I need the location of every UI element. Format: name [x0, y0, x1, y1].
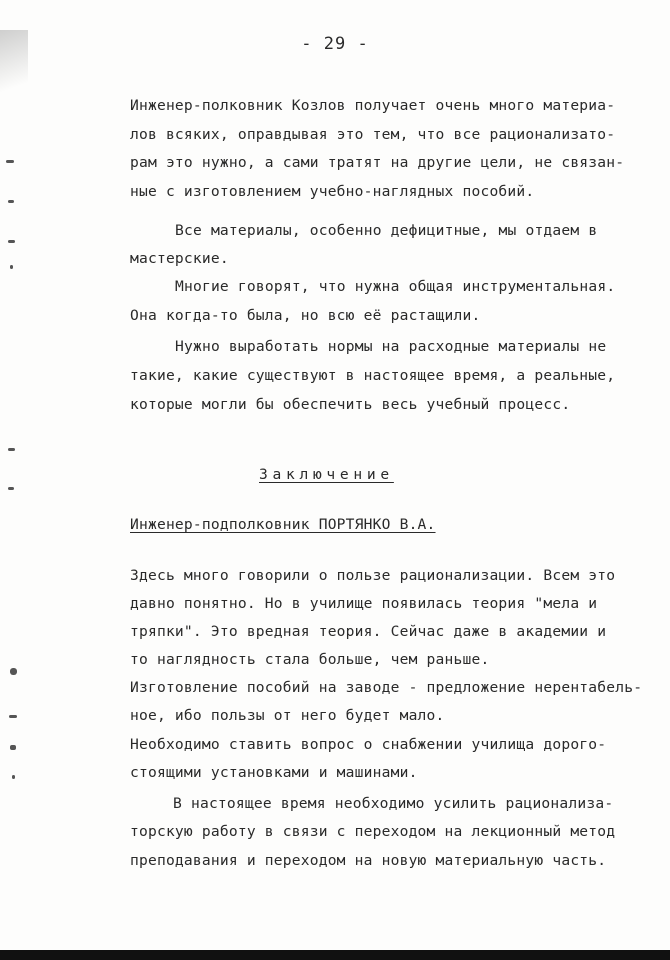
text-line: рам это нужно, а сами тратят на другие цели, не связан-: [130, 154, 625, 171]
binding-mark: [8, 487, 14, 490]
text-line: которые могли бы обеспечить весь учебный процесс.: [130, 396, 571, 413]
text-line: Все материалы, особенно дефицитные, мы отдаем в: [175, 222, 598, 239]
text-line: Изготовление пособий на заводе - предложение нерентабель-: [130, 679, 643, 696]
text-line: стоящими установками и машинами.: [130, 764, 418, 781]
text-line: В настоящее время необходимо усилить рационализа-: [173, 795, 614, 812]
binding-mark: [8, 240, 15, 243]
text-line: Инженер-полковник Козлов получает очень много материа-: [130, 97, 616, 114]
text-line: мастерские.: [130, 250, 229, 267]
text-line: лов всяких, оправдывая это тем, что все рационализато-: [130, 126, 616, 143]
page-number: - 29 -: [301, 34, 369, 54]
scan-edge-bar: [0, 950, 670, 960]
binding-mark: [10, 265, 13, 269]
binding-mark: [8, 200, 14, 203]
text-line: давно понятно. Но в училище появилась теория "мела и: [130, 595, 598, 612]
text-line: Она когда-то была, но всю её растащили.: [130, 307, 481, 324]
text-line: Необходимо ставить вопрос о снабжении училища дорого-: [130, 736, 607, 753]
binding-mark: [9, 715, 17, 718]
speaker-name: Инженер-подполковник ПОРТЯНКО В.А.: [130, 516, 436, 533]
binding-mark: [8, 448, 15, 451]
text-line: тряпки". Это вредная теория. Сейчас даже в академии и: [130, 623, 607, 640]
text-line: такие, какие существуют в настоящее время, а реальные,: [130, 367, 616, 384]
binding-mark: [10, 745, 16, 750]
text-line: то наглядность стала больше, чем раньше.: [130, 651, 490, 668]
section-heading: Заключение: [259, 466, 394, 483]
binding-mark: [12, 775, 15, 779]
binding-mark: [10, 668, 17, 675]
text-line: Нужно выработать нормы на расходные материалы не: [175, 338, 607, 355]
text-line: торскую работу в связи с переходом на лекционный метод: [130, 823, 616, 840]
text-line: ные с изготовлением учебно-наглядных пособий.: [130, 183, 535, 200]
binding-mark: [6, 160, 14, 163]
text-line: ное, ибо пользы от него будет мало.: [130, 707, 445, 724]
text-line: Здесь много говорили о пользе рационализации. Всем это: [130, 567, 616, 584]
text-line: Многие говорят, что нужна общая инструментальная.: [175, 278, 616, 295]
text-line: преподавания и переходом на новую материальную часть.: [130, 852, 607, 869]
